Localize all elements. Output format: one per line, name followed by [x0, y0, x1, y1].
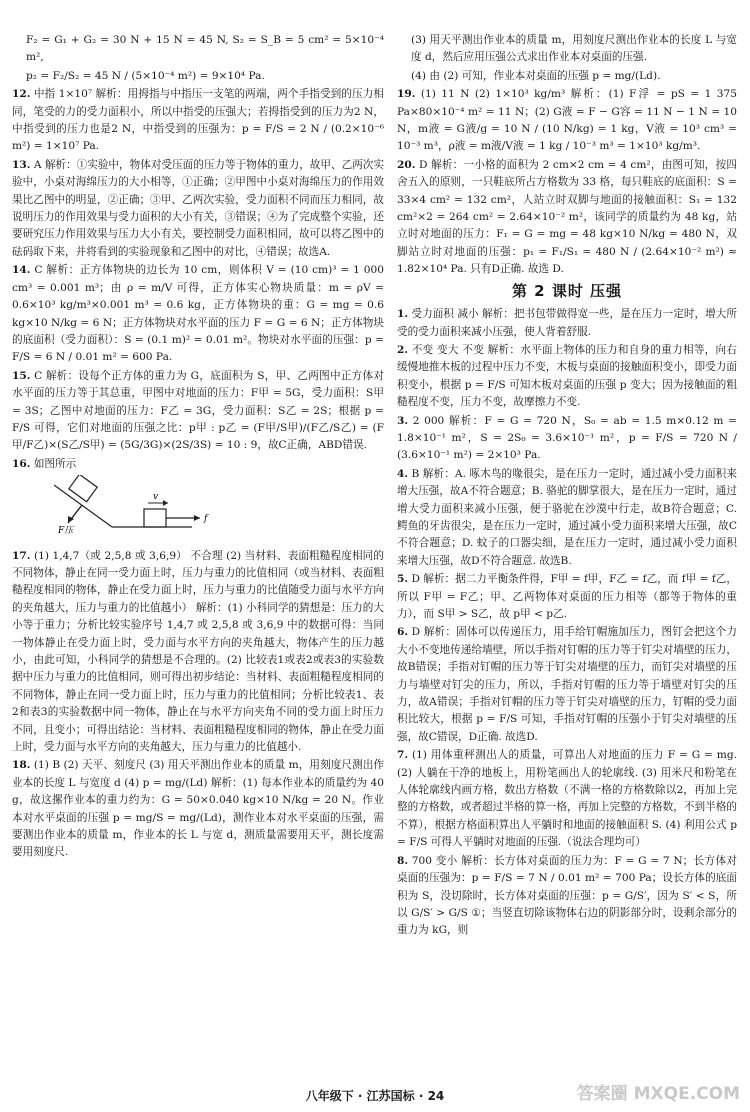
answer-item: [12, 157, 384, 261]
answer-text: C 解析：正方体物块的边长为 10 cm，则体积 V = (10 cm)³ = 1 000 cm³ = 0.001 m³；由 ρ = m/V 可得，正方体实心物块质量：m = ρV = 0.6×10³ kg/m³×0.001 m³ = 0.6 kg，正方体物块的重：G = mg = 0.6 kg×10 N/kg = 6 N；正方体物块对水平面的压力 F = G = 6 N；正方体物块的底面积（受力面积）：S = (0.1 m)² = 0.01 m²。物块对水平面的压强：p = F/S = 6 N / 0.01 m² = 600 Pa.: [12, 264, 385, 364]
answer-item: [397, 413, 737, 465]
answer-item: [12, 68, 384, 85]
answer-number: 2.: [397, 343, 409, 356]
answer-number: 20.: [397, 158, 416, 171]
answer-text: 不变 变大 不变 解析：水平面上物体的压力和自身的重力相等，向右缓慢地推木板的过程中压力不变，木板与桌面的接触面积变小，即受力面积变小，根据 p = F/S 可知木板对桌面的压强 p 变大；因为接触面的粗糙程度不变，压力不变，故摩擦力不变.: [397, 343, 737, 409]
right-answer-list-a: [397, 32, 737, 279]
answer-text: F₂ = G₁ + G₂ = 30 N + 15 N = 45 N, S₂ = S_B = 5 cm² = 5×10⁻⁴ m²,: [26, 34, 384, 64]
section-title: 第 2 课时 压强: [511, 281, 623, 300]
answer-text: A 解析：①实验中，物体对受压面的压力等于物体的重力，故甲、乙两次实验中，小桌对海绵压力的大小相等，①正确；②甲图中小桌对海绵压力的作用效果比乙图中的明显，②正确；③甲、乙两次实验，受力面积不同而压力相同，故说明压力的作用效果与受力面积的大小有关，③错误；④为了完成整个实验，还要研究压力作用效果与压力大小有关，要控制受力面积相同，故可以将乙图中的砝码取下来，并将看到的实验现象和乙图中的对比，④错误；故选A.: [12, 158, 384, 258]
answer-number: 4.: [397, 467, 409, 480]
left-column: [12, 32, 384, 863]
left-answer-list: [12, 32, 384, 862]
page-footer: 八年级下 · 江苏国标 · 24: [305, 1089, 445, 1103]
answer-text: C 解析：设每个正方体的重力为 G，底面积为 S，甲、乙两图中正方体对水平面的压力等于其总重，甲图中对地面的压力：F甲 = 5G，受力面积：S甲 = 3S；乙图中对地面的压力：F乙 = 3G，受力面积：S乙 = 2S；根据 p = F/S 可得，它们对地面的压强之比：p甲 : p乙 = (F甲/S甲)/(F乙/S乙) = (F甲/F乙)×(S乙/S甲) = (5G/3G)×(2S/3S) = 10 : 9，故C正确，ABD错误.: [12, 369, 384, 452]
answer-number: 19.: [397, 88, 416, 101]
answer-text: 700 变小 解析：长方体对桌面的压力为：F = G = 7 N；长方体对桌面的压强为：p = F/S = 7 N / 0.01 m² = 700 Pa；设长方体的底面积为 S，没切除时，长方体对桌面的压强：p = G/S′，因为 S′ < S，所以 G/S′ > G/S ①；当竖直切除该物体右边的阴影部分时，设剩余部分的重力为 kG，则: [397, 854, 737, 937]
answer-number: 12.: [12, 88, 31, 101]
answer-number: 13.: [12, 158, 31, 171]
answer-number: 7.: [397, 749, 409, 762]
velocity-arrowhead: [163, 500, 168, 506]
answer-item: [397, 747, 737, 851]
force-diagram-svg: [52, 475, 242, 537]
block-on-ground: [144, 509, 166, 527]
answer-item: [12, 262, 384, 366]
friction-arrowhead: [194, 515, 200, 521]
answer-item: [12, 86, 384, 156]
answer-item: [12, 456, 384, 473]
answer-text: 中指 1×10⁷ 解析：用拇指与中指压一支笔的两端，两个手指受到的压力相同，笔受的力的受力面积小，所以中指受的压强大；若拇指受到的压力为2 N，中指受到的压力也是2 N，中指受到的压强为：p = F/S = 2 N / (0.2×10⁻⁶ m²) = 1×10⁷ Pa.: [12, 88, 384, 153]
answer-number: 17.: [12, 549, 31, 562]
answer-number: 14.: [12, 264, 31, 277]
answer-text: 2 000 解析：F = G = 720 N，S₀ = ab = 1.5 m×0.12 m = 1.8×10⁻¹ m²，S = 2S₀ = 3.6×10⁻¹ m²，p = F/S = 720 N / (3.6×10⁻¹ m²) = 2×10³ Pa.: [397, 414, 737, 462]
block-on-slope: [69, 475, 97, 502]
answer-number: 8.: [397, 854, 409, 867]
friction-label: f: [204, 514, 208, 525]
answer-number: 18.: [12, 759, 31, 772]
answer-item: [12, 32, 384, 67]
answer-text: D 解析：一小格的面积为 2 cm×2 cm = 4 cm²，由图可知，按四舍五入的原则，一只鞋底所占方格数为 33 格，每只鞋底的底面积：S = 33×4 cm² = 132 cm²，人站立时双脚与地面的接触面积：S₁ = 132 cm²×2 = 264 cm² = 2.64×10⁻² m²，该同学的质量约为 48 kg，站立时对地面的压力：F₁ = G = mg = 48 kg×10 N/kg = 480 N，双脚站立时对地面的压强：p₁ = F₁/S₁ = 480 N / (2.64×10⁻² m²) ≈ 1.82×10⁴ Pa. 只有D正确. 故选 D.: [397, 158, 737, 276]
answer-item: [397, 624, 737, 746]
answer-item: [397, 571, 737, 623]
right-column: [397, 32, 737, 941]
answer-item: [397, 86, 737, 156]
answer-text: (1) 用体重秤测出人的质量，可算出人对地面的压力 F = G = mg. (2) 人躺在干净的地板上，用粉笔画出人的轮廓线. (3) 用米尺和粉笔在人体轮廓线内画方格，数出方格数（不满一格的方格数除以2，再加上完整的方格数，或者超过半格的算一格，再加上完整的方格数，不到半格的不算），根据方格面积算出人平躺时和地面的接触面积 S. (4) 利用公式 p = F/S 可得人平躺时对地面的压强.（说法合理均可）: [397, 749, 737, 849]
answer-item: [397, 853, 737, 940]
answer-text: (1) 1,4,7（或 2,5,8 或 3,6,9） 不合理 (2) 当材料、表面粗糙程度相同的不同物体，静止在同一受力面上时，压力与重力的比值相同（或当材料、表面粗糙程度相同的物体，静止在受力面上时，压力与重力的比值随受力面与水平方向的夹角越大，压力与重力的比值越小） 解析：(1) 小科同学的猜想是：压力的大小等于重力；分析比较实验序号 1,4,7 或 2,5,8 或 3,6,9 中的数据可得：当同一物体静止在受力面上时，受力面与水平方向的夹角越大，物体产生的压力越小，由此可知，小科同学的猜想是不合理的。(2) 比较表1或表2或表3的实验数据中压力与重力的比值相同，则可得出初步结论：当材料、表面粗糙程度相同的不同物体，静止在同一受力面上时，压力与重力的比值相同；分析比较表1、表2和表3的实验数据中同一物体，静止在与水平方向夹角不同的受力面上时压力不同，且变小；可得出结论：当材料、表面粗糙程度相同的物体，静止在受力面上时，受力面与水平方向的夹角越大，压力与重力的比值越小.: [12, 549, 385, 754]
answer-text: (1) 11 N (2) 1×10³ kg/m³ 解析：(1) F浮 = pS = 1 375 Pa×80×10⁻⁴ m² = 11 N；(2) G液 = F − G容 = 11 N − 1 N = 10 N，m液 = G液/g = 10 N / (10 N/kg) = 1 kg，V液 = 10³ cm³ = 10⁻³ m³，ρ液 = m液/V液 = 1 kg / 10⁻³ m³ = 1×10³ kg/m³.: [397, 88, 737, 153]
velocity-label: v: [153, 492, 159, 503]
answer-text: p₂ = F₂/S₂ = 45 N / (5×10⁻⁴ m²) = 9×10⁴ Pa.: [26, 69, 265, 82]
answer-text: (4) 由 (2) 可知，作业本对桌面的压强 p = mg/(Ld).: [411, 69, 661, 82]
answer-item: [397, 32, 737, 67]
answer-number: 3.: [397, 414, 409, 427]
answer-item: [397, 306, 737, 341]
answer-number: 1.: [397, 308, 409, 321]
answer-item: [12, 757, 384, 861]
answer-item: [397, 342, 737, 412]
answer-item: [397, 68, 737, 85]
answer-number: 6.: [397, 626, 409, 639]
answer-text: D 解析：据二力平衡条件得，F甲 = f甲，F乙 = f乙，而 f甲 = f乙，所以 F甲 = F乙；甲、乙两物体对桌面的压力相等（都等于物体的重力），而 S甲 > S乙，故 p甲 < p乙.: [397, 573, 737, 620]
answer-number: 16.: [12, 457, 31, 470]
slope-line: [54, 485, 112, 527]
answer-item: [397, 157, 737, 279]
answer-number: 5.: [397, 573, 409, 586]
answer-text: 如图所示: [33, 457, 77, 470]
watermark: 答案圈 MXQE.COM: [576, 1084, 740, 1104]
answer-item: [12, 548, 384, 757]
answer-number: 15.: [12, 369, 31, 382]
answer-text: B 解析：A. 啄木鸟的喙很尖，是在压力一定时，通过减小受力面积来增大压强，故A不符合题意；B. 骆驼的脚掌很大，是在压力一定时，通过增大受力面积来减小压强，便于骆驼在沙漠中行走，故B符合题意；C. 鳄鱼的牙齿很尖，是在压力一定时，通过减小受力面积来增大压强，故C不符合题意；D. 蚊子的口器尖细，是在压力一定时，通过减小受力面积来增大压强，故D不符合题意. 故选B.: [397, 467, 737, 567]
pressure-label: F压: [58, 526, 74, 537]
answer-text: (3) 用天平测出作业本的质量 m，用刻度尺测出作业本的长度 L 与宽度 d，然后应用压强公式求出作业本对桌面的压强.: [411, 34, 737, 64]
right-answer-list-b: [397, 306, 737, 940]
answer-text: (1) B (2) 天平、刻度尺 (3) 用天平测出作业本的质量 m，用刻度尺测出作业本的长度 L 与宽度 d (4) p = mg/(Ld) 解析：(1) 每本作业本的质量约为 40 g，故这摞作业本的重力约为：G = 50×0.040 kg×10 N/kg = 20 N。作业本对水平桌面的压强 p = mg/S = mg/(Ld)，测作业本对水平桌面的压强，需要测出作业本的质量 m，作业本的长 L 与宽 d，测质量需要用天平，测长度需要用刻度尺.: [12, 759, 384, 859]
answer-item: [397, 466, 737, 570]
answer-text: 受力面积 减小 解析：把书包带做得宽一些，是在压力一定时，增大所受的受力面积来减小压强，使人背着舒服.: [397, 308, 737, 338]
answer-item: [12, 368, 384, 455]
force-diagram: [52, 475, 384, 543]
answer-text: D 解析：固体可以传递压力，用手给钉帽施加压力，图钉会把这个力大小不变地传递给墙壁，所以手指对钉帽的压力等于钉尖对墙壁的压力，故B错误；手指对钉帽的压力等于钉尖对墙壁的压力，而钉尖对墙壁的压力与墙壁对钉尖的压力，所以，手指对钉帽的压力等于墙壁对钉尖的压力，故A错误；手指对钉帽的压力等于钉尖对墙壁的压力，钉帽的受力面积比较大，根据 p = F/S 可知，手指对钉帽的压强小于钉尖对墙壁的压强，故C错误，D正确. 故选D.: [397, 626, 738, 743]
